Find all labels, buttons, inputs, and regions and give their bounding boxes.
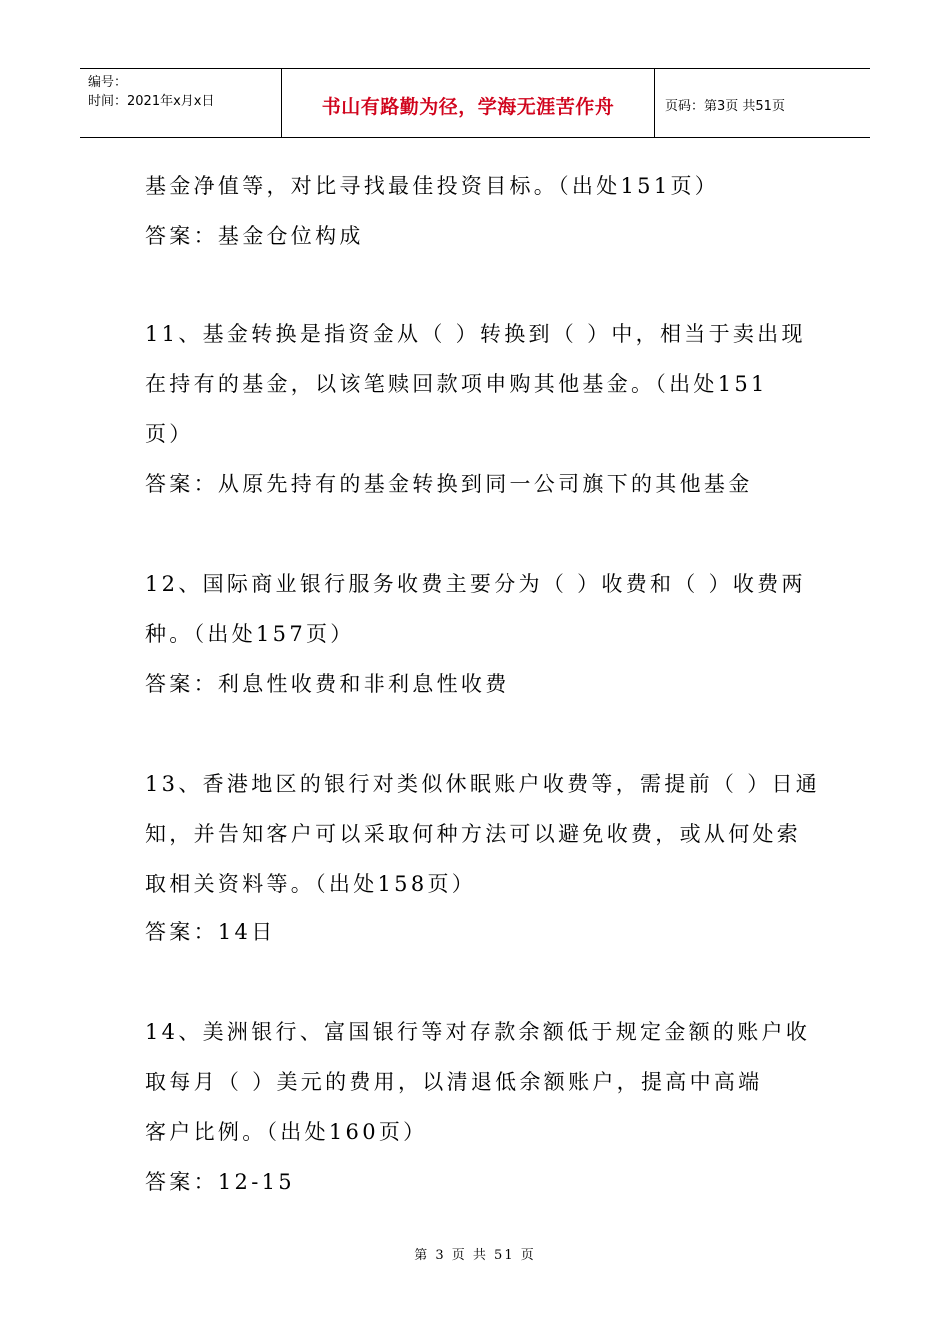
body-line: 基金净值等，对比寻找最佳投资目标。（出处151页） — [145, 174, 720, 198]
body-line: 页） — [145, 422, 194, 446]
answer-line: 答案：14日 — [145, 920, 276, 944]
question-line: 11、基金转换是指资金从（ ）转换到（ ）中，相当于卖出现 — [145, 322, 806, 346]
body-line: 客户比例。（出处160页） — [145, 1120, 428, 1144]
body-line: 种。（出处157页） — [145, 622, 355, 646]
page-header — [80, 68, 870, 138]
body-line: 取相关资料等。（出处158页） — [145, 872, 477, 896]
answer-line: 答案：基金仓位构成 — [145, 224, 364, 248]
body-line: 知，并告知客户可以采取何种方法可以避免收费，或从何处索 — [145, 822, 802, 846]
document-number-label: 编号： — [88, 75, 128, 90]
answer-line: 答案：从原先持有的基金转换到同一公司旗下的其他基金 — [145, 472, 753, 496]
answer-line: 答案：利息性收费和非利息性收费 — [145, 672, 510, 696]
header-meta-cell — [80, 69, 282, 137]
body-line: 在持有的基金，以该笔赎回款项申购其他基金。（出处151 — [145, 372, 768, 396]
body-line: 取每月（ ）美元的费用，以清退低余额账户，提高中高端 — [145, 1070, 763, 1094]
document-date: 时间：2021年x月x日 — [88, 94, 215, 109]
answer-line: 答案：12-15 — [145, 1170, 295, 1194]
page-footer: 第 3 页 共 51 页 — [414, 1248, 536, 1263]
question-line: 12、国际商业银行服务收费主要分为（ ）收费和（ ）收费两 — [145, 572, 806, 596]
header-motto: 书山有路勤为径，学海无涯苦作舟 — [282, 69, 655, 137]
header-page-info: 页码：第3页 共51页 — [665, 98, 785, 114]
question-line: 13、香港地区的银行对类似休眠账户收费等，需提前（ ）日通 — [145, 772, 821, 796]
question-line: 14、美洲银行、富国银行等对存款余额低于规定金额的账户收 — [145, 1020, 811, 1044]
